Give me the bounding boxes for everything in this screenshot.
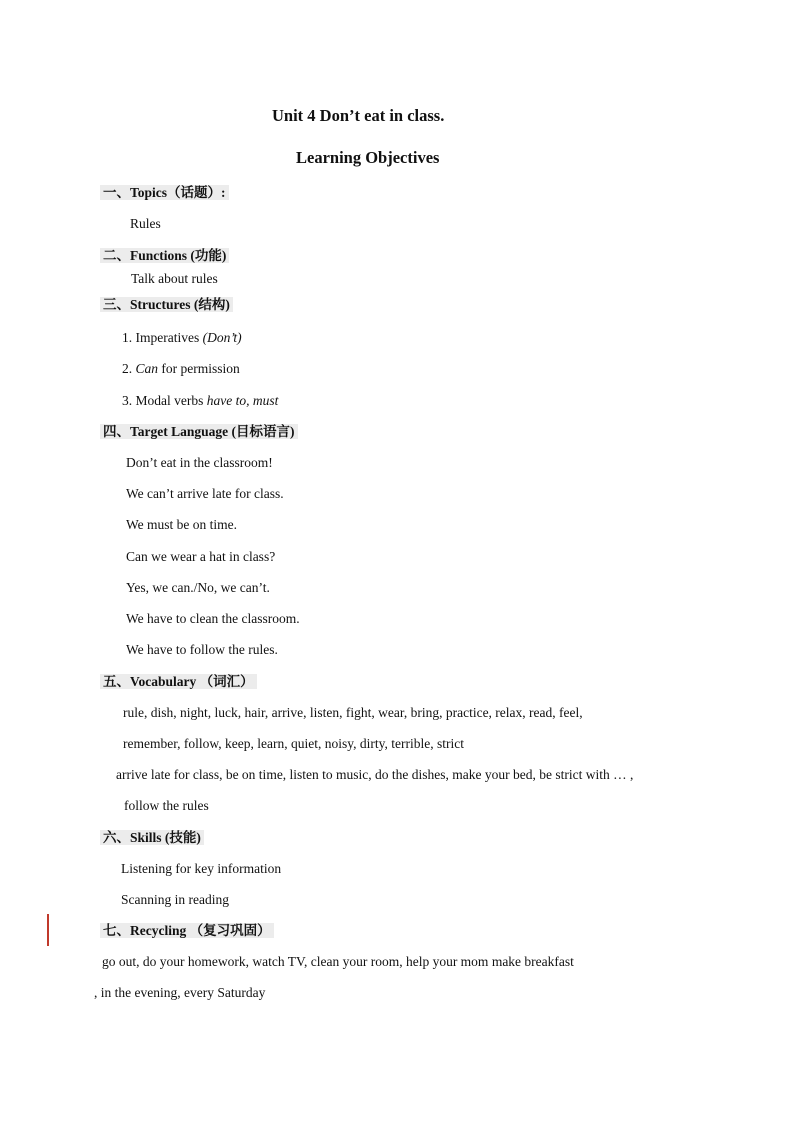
- functions-item: Talk about rules: [131, 271, 218, 286]
- vocabulary-line: follow the rules: [124, 798, 209, 813]
- document-title: Unit 4 Don’t eat in class.: [272, 106, 445, 125]
- target-language-item: Don’t eat in the classroom!: [126, 455, 273, 470]
- skills-item: Scanning in reading: [121, 892, 229, 907]
- section-heading-recycling: 七、Recycling （复习巩固）: [100, 922, 274, 940]
- vocabulary-line: rule, dish, night, luck, hair, arrive, listen, fight, wear, bring, practice, relax, read, feel,: [123, 705, 583, 720]
- vocabulary-line: remember, follow, keep, learn, quiet, noisy, dirty, terrible, strict: [123, 736, 464, 751]
- target-language-item: Yes, we can./No, we can’t.: [126, 580, 270, 595]
- target-language-item: Can we wear a hat in class?: [126, 549, 276, 564]
- section-heading-target-language: 四、Target Language (目标语言): [100, 423, 298, 441]
- target-language-item: We can’t arrive late for class.: [126, 486, 284, 501]
- target-language-item: We have to clean the classroom.: [126, 611, 300, 626]
- vocabulary-line: arrive late for class, be on time, listen to music, do the dishes, make your bed, be strict with … ,: [116, 767, 634, 782]
- document-subtitle: Learning Objectives: [296, 148, 440, 167]
- structures-item-1: 1. Imperatives (Don’t): [122, 330, 242, 345]
- structures-item-3: 3. Modal verbs have to, must: [122, 393, 279, 408]
- section-heading-topics: 一、Topics（话题）:: [100, 184, 229, 202]
- target-language-item: We have to follow the rules.: [126, 642, 278, 657]
- topics-item: Rules: [130, 216, 161, 231]
- section-heading-structures: 三、Structures (结构): [100, 296, 233, 314]
- section-heading-functions: 二、Functions (功能): [100, 247, 229, 265]
- margin-change-bar: [47, 914, 49, 946]
- skills-item: Listening for key information: [121, 861, 282, 876]
- structures-item-2: 2. Can for permission: [122, 361, 240, 376]
- recycling-line: go out, do your homework, watch TV, clean your room, help your mom make breakfast: [102, 954, 574, 969]
- recycling-line: , in the evening, every Saturday: [94, 985, 266, 1000]
- section-heading-vocabulary: 五、Vocabulary （词汇）: [100, 673, 257, 691]
- target-language-item: We must be on time.: [126, 517, 238, 532]
- section-heading-skills: 六、Skills (技能): [100, 829, 204, 847]
